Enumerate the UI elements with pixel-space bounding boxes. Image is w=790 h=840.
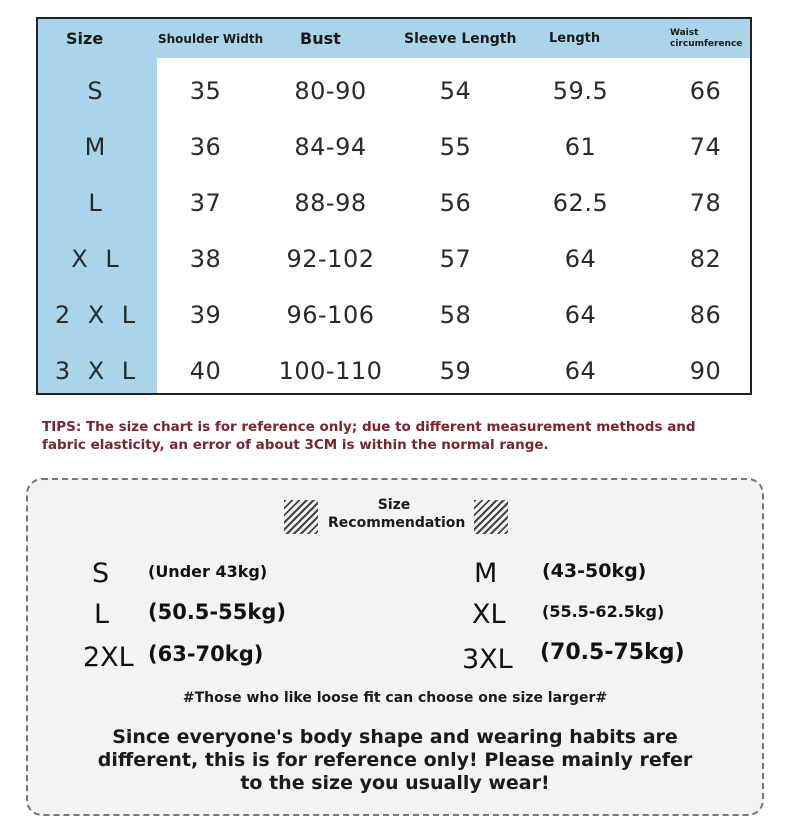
header-shoulder-width: Shoulder Width [158,31,264,46]
cell-bust: 80-90 [294,77,367,105]
table-row [38,119,750,175]
cell-shoulder-width: 36 [189,133,222,161]
cell-shoulder-width: 40 [189,357,222,385]
cell-sleeve-length: 54 [439,77,472,105]
recommendation-title: Size Recommendation [328,497,466,531]
rec-size-label: XL [472,599,506,630]
reference-disclaimer: Since everyone's body shape and wearing habits are different, this is for reference only! Please mainly refer to the size you usually wear! [97,726,693,794]
cell-bust: 100-110 [278,357,383,385]
rec-weight-range: (70.5-75kg) [540,640,685,665]
rec-size-label: M [474,558,498,589]
cell-length: 64 [564,245,597,273]
rec-weight-range: (55.5-62.5kg) [542,602,665,621]
rec-weight-range: (63-70kg) [148,642,264,666]
cell-bust: 92-102 [286,245,375,273]
size-chart-table [36,17,752,395]
cell-sleeve-length: 55 [439,133,472,161]
row-size: X L [71,245,124,273]
header-bust: Bust [300,29,341,48]
table-row [38,231,750,287]
header-sleeve-length: Sleeve Length [404,30,517,47]
cell-length: 59.5 [552,77,609,105]
hatch-decoration-left [284,500,318,534]
cell-waist: 66 [689,77,722,105]
cell-sleeve-length: 57 [439,245,472,273]
cell-length: 62.5 [552,189,609,217]
cell-bust: 96-106 [286,301,375,329]
header-waist-circumference: Waist circumference [670,27,743,49]
cell-sleeve-length: 58 [439,301,472,329]
cell-bust: 84-94 [294,133,367,161]
table-row [38,343,750,399]
cell-length: 64 [564,301,597,329]
rec-size-label: L [94,599,110,630]
row-size: 2 X L [54,301,141,329]
cell-waist: 82 [689,245,722,273]
table-row [38,175,750,231]
rec-size-label: S [92,558,110,589]
rec-size-label: 3XL [462,644,513,675]
loose-fit-note: #Those who like loose fit can choose one size larger# [182,690,608,706]
cell-shoulder-width: 38 [189,245,222,273]
row-size: L [88,189,107,217]
cell-waist: 78 [689,189,722,217]
row-size: M [84,133,111,161]
cell-shoulder-width: 35 [189,77,222,105]
table-row [38,63,750,119]
cell-waist: 74 [689,133,722,161]
rec-weight-range: (Under 43kg) [148,562,268,581]
cell-sleeve-length: 56 [439,189,472,217]
tips-note: TIPS: The size chart is for reference only; due to different measurement methods and fabric elasticity, an error of about 3CM is within the normal range. [42,419,696,453]
cell-bust: 88-98 [294,189,367,217]
table-row [38,287,750,343]
cell-waist: 86 [689,301,722,329]
cell-length: 61 [564,133,597,161]
rec-size-label: 2XL [83,642,134,673]
row-size: S [87,77,108,105]
cell-shoulder-width: 37 [189,189,222,217]
cell-length: 64 [564,357,597,385]
cell-shoulder-width: 39 [189,301,222,329]
rec-weight-range: (43-50kg) [542,560,647,582]
rec-weight-range: (50.5-55kg) [148,600,286,624]
header-size: Size [66,29,104,48]
hatch-decoration-right [474,500,508,534]
header-length: Length [549,31,601,46]
cell-sleeve-length: 59 [439,357,472,385]
size-recommendation-panel [26,478,764,816]
cell-waist: 90 [689,357,722,385]
row-size: 3 X L [54,357,141,385]
